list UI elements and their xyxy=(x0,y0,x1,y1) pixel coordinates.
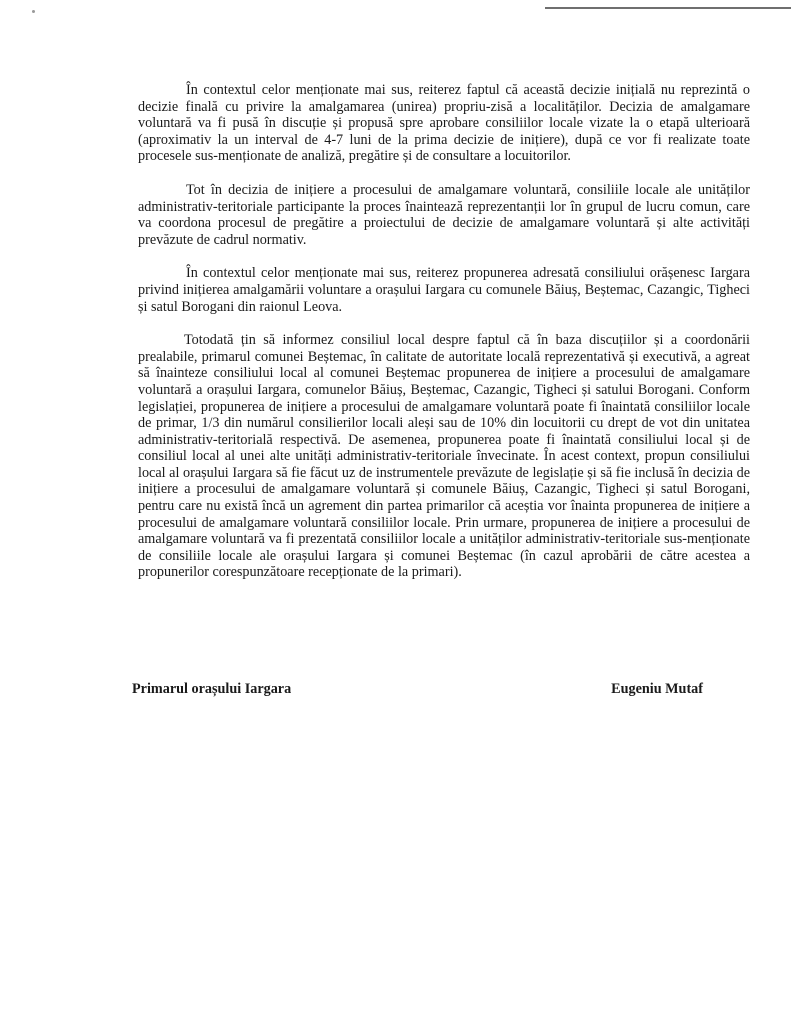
scan-edge-line xyxy=(545,7,791,9)
scan-speck xyxy=(32,10,35,13)
signature-name: Eugeniu Mutaf xyxy=(611,681,703,697)
signature-title: Primarul orașului Iargara xyxy=(132,681,292,697)
paragraph-3: În contextul celor menționate mai sus, reiterez propunerea adresată consiliului orășenesc Iargara privind inițierea amalgamării voluntare a orașului Iargara cu comunele Băiuș, Beștemac, Cazangic, Tigheci și satul Borogani din raionul Leova. xyxy=(138,265,750,315)
paragraph-4: Totodată țin să informez consiliul local despre faptul că în baza discuțiilor și a coordonării prealabile, primarul comunei Beștemac, în calitate de autoritate locală reprezentativă și executivă, a agreat să înainteze consiliului local al comunei Beștemac propunerea de inițiere a procesului de amalgamare voluntară a orașului Iargara, comunelor Băiuș, Beștemac, Cazangic, Tigheci și satului Borogani. Conform legislației, propunerea de inițiere a procesului de amalgamare voluntară poate fi înaintată consiliilor locale de primar, 1/3 din numărul consilierilor locali aleși sau de 10% din locuitorii cu drept de vot din unitatea administrativ-teritorială respectivă. De asemenea, propunerea poate fi înaintată consiliului local și de consiliul local al unei alte unități administrativ-teritoriale învecinate. În acest context, propun consiliului local al orașului Iargara să fie făcut uz de instrumentele prevăzute de legislație și să fie inclusă în decizia de inițiere a procesului de amalgamare voluntară și comunele Băiuș, Cazangic, Tigheci și satul Borogani, pentru care nu există încă un agrement din partea primarilor că aceștia vor înainta propunerea de inițiere a procesului de amalgamare voluntară consiliilor locale. Prin urmare, propunerea de inițiere a procesului de amalgamare voluntară va fi prezentată consiliilor locale a unităților administrativ-teritoriale sus-menționate de consiliile locale ale orașului Iargara și comunei Beștemac (în cazul aprobării de către acestea a propunerilor corespunzătoare recepționate de la primari). xyxy=(138,332,750,581)
signature-block xyxy=(132,681,703,698)
paragraph-2: Tot în decizia de inițiere a procesului de amalgamare voluntară, consiliile locale ale unităților administrativ-teritoriale participante la proces înaintează reprezentanții lor în grupul de lucru comun, care va coordona procesul de pregătire a proiectului de decizie de amalgamare voluntară și alte activități prevăzute de cadrul normativ. xyxy=(138,181,750,248)
document-body xyxy=(138,82,750,598)
paragraph-1: În contextul celor menționate mai sus, reiterez faptul că această decizie inițială nu reprezintă o decizie finală cu privire la amalgamarea (unirea) propriu-zisă a localităților. Decizia de amalgamare voluntară va fi pusă în discuție și propusă spre aprobare consiliilor locale vizate la o etapă ulterioară (aproximativ la un interval de 4-7 luni de la prima decizie de inițiere), după ce vor fi realizate toate procesele sus-menționate de analiză, pregătire și de consultare a locuitorilor. xyxy=(138,82,750,165)
